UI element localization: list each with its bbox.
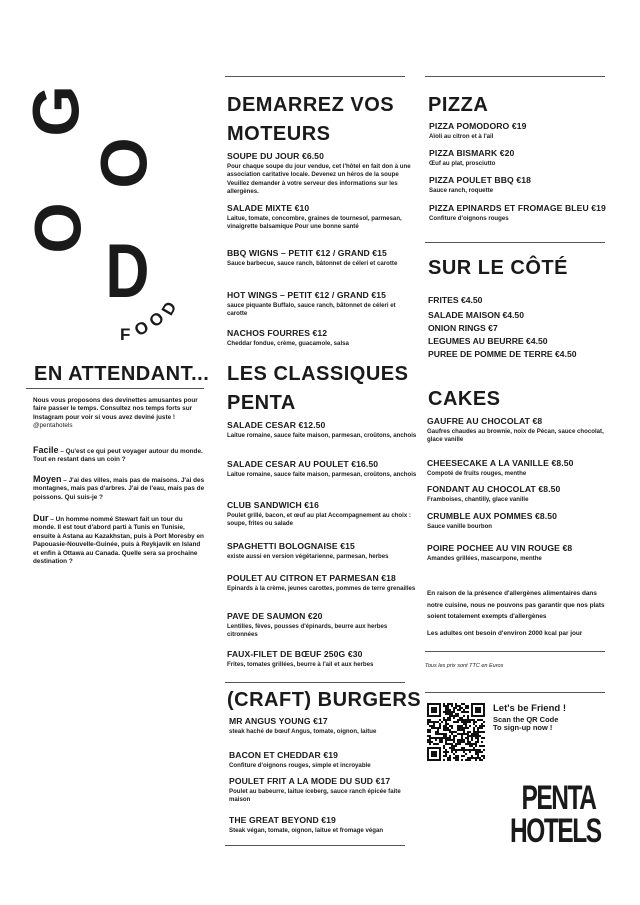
promo-title: Let's be Friend ! xyxy=(493,703,566,714)
pizza-menu-item xyxy=(429,148,619,168)
pizza-heading: PIZZA xyxy=(428,94,489,116)
item-description: Aïoli au citron et à l'ail xyxy=(429,133,494,140)
riddle-text: – Un homme nommé Stewart fait un tour du monde. Il est tout d'abord parti à Tunis en Tunisie, ensuite à Astana au Kazakhstan, puis à Port Moresby en Papouasie-Nouvelle-Guinée, puis à Reykjavik en Island et enfin à Ottawa au Canada. Quelle sera sa prochaine destination ? xyxy=(33,516,204,566)
item-title: SALADE CESAR AU POULET €16.50 xyxy=(227,459,379,469)
item-title: CLUB SANDWICH €16 xyxy=(227,500,319,510)
burgers-menu-item xyxy=(229,815,419,835)
logo-food-letter: O xyxy=(131,316,153,341)
starters-menu-item xyxy=(227,151,417,197)
item-title: CRUMBLE AUX POMMES €8.50 xyxy=(427,511,558,521)
logo-letter-d: D xyxy=(105,229,150,314)
riddle-medium xyxy=(33,475,205,502)
starters-menu-item xyxy=(227,203,417,232)
item-title: BBQ WIGNS – PETIT €12 / GRAND €15 xyxy=(227,248,387,258)
riddle-level: Facile xyxy=(33,445,59,455)
classics-heading: LES CLASSIQUES xyxy=(227,363,409,385)
item-description: Cheddar fondue, crème, guacamole, salsa xyxy=(227,340,349,347)
pentahotels-logo xyxy=(510,779,601,850)
item-title: FAUX-FILET DE BŒUF 250G €30 xyxy=(227,649,363,659)
item-title: PAVE DE SAUMON €20 xyxy=(227,611,323,621)
burgers-menu-item xyxy=(229,776,419,805)
item-description: Poulet au babeurre, laitue iceberg, sauce ranch épicée faite maison xyxy=(229,788,401,804)
item-description: Laitue romaine, sauce faite maison, parmesan, croûtons, anchois xyxy=(227,471,417,478)
logo-food xyxy=(120,298,190,352)
item-description: Sauce ranch, roquette xyxy=(429,187,494,194)
item-description: Sauce barbecue, sauce ranch, bâtonnet de céleri et carotte xyxy=(227,260,398,267)
item-title: SPAGHETTI BOLOGNAISE €15 xyxy=(227,541,355,551)
riddle-intro xyxy=(33,397,205,431)
item-description: Pour chaque soupe du jour vendue, cet l'hôtel en fait don à une association caritative locale. Devenez un héros de la soupe Veuillez demander à votre serveur des informations sur les allergènes. xyxy=(227,163,411,196)
item-description: Steak végan, tomate, oignon, laitue et fromage végan xyxy=(229,827,384,834)
divider xyxy=(26,388,204,389)
item-description: steak haché de bœuf Angus, tomate, oignon, laitue xyxy=(229,728,377,735)
item-description: existe aussi en version végétarienne, parmesan, herbes xyxy=(227,553,389,560)
promo-line1: Scan the QR Code xyxy=(493,715,559,724)
item-title: BACON ET CHEDDAR €19 xyxy=(229,750,338,760)
cakes-heading: CAKES xyxy=(428,388,501,410)
side-dish-item: LEGUMES AU BEURRE €4.50 xyxy=(428,336,548,346)
promo-line2: To sign-up now ! xyxy=(493,723,553,732)
item-description: Amandes grillées, mascarpone, menthe xyxy=(427,555,542,562)
starters-menu-item xyxy=(227,248,417,268)
intro-text: Nous vous proposons des devinettes amusantes pour faire passer le temps. Consultez nos temps forts sur Instagram pour voir si vous avez deviné juste ! xyxy=(33,397,198,421)
item-title: SOUPE DU JOUR €6.50 xyxy=(227,151,324,161)
en-attendant-heading: EN ATTENDANT... xyxy=(34,363,210,385)
divider xyxy=(425,242,605,243)
item-description: Confiture d'oignons rouges, simple et incroyable xyxy=(229,762,371,769)
burgers-heading: (CRAFT) BURGERS xyxy=(227,689,422,711)
cakes-menu-item xyxy=(427,416,617,445)
side-dish-item: PUREE DE POMME DE TERRE €4.50 xyxy=(428,349,577,359)
logo-letter-o: O xyxy=(20,202,95,254)
item-title: GAUFRE AU CHOCOLAT €8 xyxy=(427,416,543,426)
item-description: Confiture d'oignons rouges xyxy=(429,215,509,222)
item-description: Laitue romaine, sauce faite maison, parmesan, croûtons, anchois xyxy=(227,432,417,439)
brand-line1: PENTA xyxy=(521,779,596,817)
logo-food-letter: O xyxy=(145,308,169,331)
item-description: Gaufres chaudes au brownie, noix de Pécan, sauce chocolat, glace vanille xyxy=(427,428,604,444)
classics-menu-item xyxy=(227,459,417,479)
logo-letter-g: G xyxy=(18,85,93,137)
item-title: POULET AU CITRON ET PARMESAN €18 xyxy=(227,573,396,583)
item-title: PIZZA BISMARK €20 xyxy=(429,148,515,158)
classics-menu-item xyxy=(227,420,417,440)
cakes-menu-item xyxy=(427,511,617,531)
item-title: SALADE MIXTE €10 xyxy=(227,203,310,213)
riddle-level: Dur xyxy=(33,513,49,523)
starters-menu-item xyxy=(227,328,417,348)
item-title: MR ANGUS YOUNG €17 xyxy=(229,716,328,726)
logo-food-letter: F xyxy=(120,325,131,344)
item-title: FONDANT AU CHOCOLAT €8.50 xyxy=(427,484,561,494)
divider xyxy=(225,845,405,846)
logo-food-letter: D xyxy=(157,298,181,319)
kcal-notice: Les adultes ont besoin d'environ 2000 kcal par jour xyxy=(427,630,583,637)
item-description: Sauce vanille bourbon xyxy=(427,523,493,530)
cakes-menu-item xyxy=(427,484,617,504)
cakes-menu-item xyxy=(427,543,617,563)
item-title: PIZZA POULET BBQ €18 xyxy=(429,175,531,185)
riddle-level: Moyen xyxy=(33,474,62,484)
starters-heading-line2: MOTEURS xyxy=(227,123,331,145)
divider xyxy=(225,682,405,683)
riddle-easy xyxy=(33,446,205,465)
riddle-hard xyxy=(33,514,205,566)
classics-menu-item xyxy=(227,611,417,640)
pizza-menu-item xyxy=(429,175,619,195)
riddle-text: – Qu'est ce qui peut voyager autour du monde. Tout en restant dans un coin ? xyxy=(33,448,203,464)
divider xyxy=(225,76,405,77)
divider xyxy=(425,651,605,652)
starters-menu-item xyxy=(227,290,417,319)
allergen-notice: En raison de la présence d'allergènes alimentaires dans notre cuisine, nous ne pouvons pas garantir que nos plats soient totalement exempts d'allergènes xyxy=(427,590,605,620)
sides-heading: SUR LE CÔTÉ xyxy=(428,257,568,279)
item-description: Epinards à la crème, jeunes carottes, pommes de terre grenailles xyxy=(227,585,416,592)
side-dish-item: ONION RINGS €7 xyxy=(428,323,498,333)
classics-menu-item xyxy=(227,649,417,669)
divider xyxy=(425,692,605,693)
item-description: Œuf au plat, prosciutto xyxy=(429,160,496,167)
logo-letter-o: O xyxy=(86,137,161,189)
item-title: THE GREAT BEYOND €19 xyxy=(229,815,336,825)
pizza-menu-item xyxy=(429,203,619,223)
divider xyxy=(425,76,605,77)
item-description: Framboises, chantilly, glace vanille xyxy=(427,496,529,503)
burgers-menu-item xyxy=(229,750,419,770)
brand-line2: HOTELS xyxy=(510,812,601,850)
burgers-menu-item xyxy=(229,716,419,736)
riddle-text: – J'ai des villes, mais pas de maisons. J'ai des montagnes, mais pas d'arbres. J'ai de l'eau, mais pas de poissons. Qui suis-je ? xyxy=(33,477,205,501)
item-title: PIZZA POMODORO €19 xyxy=(429,121,527,131)
item-title: SALADE CESAR €12.50 xyxy=(227,420,326,430)
starters-heading: DEMARREZ VOS xyxy=(227,94,395,116)
item-title: CHEESECAKE A LA VANILLE €8.50 xyxy=(427,458,574,468)
pizza-menu-item xyxy=(429,121,619,141)
item-description: sauce piquante Buffalo, sauce ranch, bâtonnet de céleri et carotte xyxy=(227,302,396,318)
classics-heading-line2: PENTA xyxy=(227,392,296,414)
classics-menu-item xyxy=(227,500,417,529)
item-title: HOT WINGS – PETIT €12 / GRAND €15 xyxy=(227,290,386,300)
side-dish-item: FRITES €4.50 xyxy=(428,295,483,305)
item-description: Poulet grillé, bacon, et œuf au plat Accompagnement au choix : soupe, frites ou salade xyxy=(227,512,411,528)
side-dish-item: SALADE MAISON €4.50 xyxy=(428,310,524,320)
qr-code[interactable] xyxy=(427,703,485,761)
instagram-handle: @pentahotels xyxy=(33,422,73,430)
cakes-menu-item xyxy=(427,458,617,478)
item-description: Frites, tomates grillées, beurre à l'ail et aux herbes xyxy=(227,661,374,668)
classics-menu-item xyxy=(227,573,417,593)
item-description: Lentilles, fèves, pousses d'épinards, beurre aux herbes citronnées xyxy=(227,623,388,639)
item-description: Laitue, tomate, concombre, graines de tournesol, parmesan, vinaigrette balsamique Pour une bonne santé xyxy=(227,215,402,231)
prices-notice: Tous les prix sont TTC en Euros xyxy=(425,663,504,669)
item-title: NACHOS FOURRES €12 xyxy=(227,328,328,338)
item-title: PIZZA EPINARDS ET FROMAGE BLEU €19 xyxy=(429,203,606,213)
item-description: Compoté de fruits rouges, menthe xyxy=(427,470,527,477)
item-title: POIRE POCHEE AU VIN ROUGE €8 xyxy=(427,543,573,553)
classics-menu-item xyxy=(227,541,417,561)
item-title: POULET FRIT A LA MODE DU SUD €17 xyxy=(229,776,391,786)
